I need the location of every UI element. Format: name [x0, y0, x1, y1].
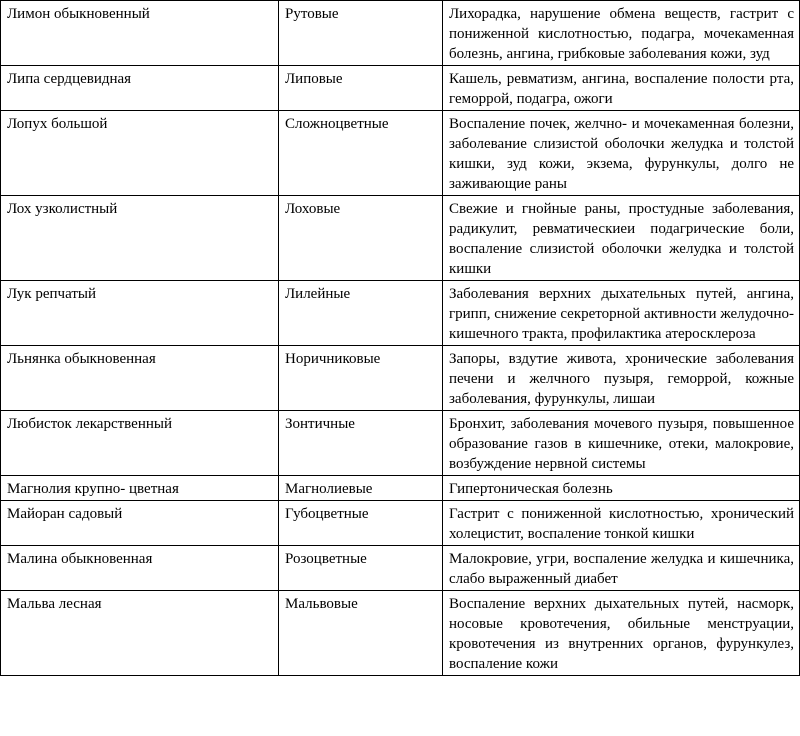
plant-uses-cell: Гастрит с пониженной кислотностью, хронический холецистит, воспаление тонкой кишки — [443, 501, 800, 546]
plant-family-cell: Розоцветные — [279, 546, 443, 591]
plant-uses-cell: Гипертоническая болезнь — [443, 476, 800, 501]
table-row — [1, 546, 800, 591]
plant-uses-cell: Запоры, вздутие живота, хронические заболевания печени и желчного пузыря, геморрой, кожные заболевания, фурункулы, лишаи — [443, 346, 800, 411]
table-row — [1, 196, 800, 281]
table-row — [1, 346, 800, 411]
plant-name-cell: Липа сердцевидная — [1, 66, 279, 111]
plant-uses-cell: Малокровие, угри, воспаление желудка и кишечника, слабо выраженный диабет — [443, 546, 800, 591]
plant-family-cell: Лилейные — [279, 281, 443, 346]
plant-family-cell: Норичниковые — [279, 346, 443, 411]
table-row — [1, 591, 800, 676]
plant-uses-cell: Свежие и гнойные раны, простудные заболевания, радикулит, ревматическиеи подагрические боли, воспаление слизистой оболочки желудка и толстой кишки — [443, 196, 800, 281]
table-row — [1, 476, 800, 501]
table-row — [1, 281, 800, 346]
plant-name-cell: Майоран садовый — [1, 501, 279, 546]
plant-family-cell: Сложноцветные — [279, 111, 443, 196]
plant-name-cell: Лук репчатый — [1, 281, 279, 346]
table-row — [1, 501, 800, 546]
table-row — [1, 1, 800, 66]
table-body — [1, 1, 800, 676]
plant-name-cell: Лопух большой — [1, 111, 279, 196]
plant-family-cell: Губоцветные — [279, 501, 443, 546]
table-row — [1, 66, 800, 111]
plant-family-cell: Лоховые — [279, 196, 443, 281]
plant-name-cell: Лимон обыкновенный — [1, 1, 279, 66]
plant-name-cell: Лох узколистный — [1, 196, 279, 281]
plant-uses-cell: Воспаление верхних дыхательных путей, насморк, носовые кровотечения, обильные менструации, кровотечения из внутренних органов, фурункулез, воспаление кожи — [443, 591, 800, 676]
plant-name-cell: Льнянка обыкновенная — [1, 346, 279, 411]
plant-uses-cell: Заболевания верхних дыхательных путей, ангина, грипп, снижение секреторной активности желудочно-кишечного тракта, профилактика атеросклероза — [443, 281, 800, 346]
plant-name-cell: Малина обыкновенная — [1, 546, 279, 591]
plant-family-cell: Липовые — [279, 66, 443, 111]
plant-family-cell: Рутовые — [279, 1, 443, 66]
plant-name-cell: Магнолия крупно- цветная — [1, 476, 279, 501]
plant-uses-cell: Воспаление почек, желчно- и мочекаменная болезни, заболевание слизистой оболочки желудка и толстой кишки, зуд кожи, экзема, фурункулы, долго не заживающие раны — [443, 111, 800, 196]
plant-uses-cell: Лихорадка, нарушение обмена веществ, гастрит с пониженной кислотностью, подагра, мочекаменная болезнь, ангина, грибковые заболевания кожи, зуд — [443, 1, 800, 66]
plant-name-cell: Любисток лекарственный — [1, 411, 279, 476]
plant-family-cell: Магнолиевые — [279, 476, 443, 501]
plant-family-cell: Зонтичные — [279, 411, 443, 476]
plant-family-cell: Мальвовые — [279, 591, 443, 676]
plant-name-cell: Мальва лесная — [1, 591, 279, 676]
plant-uses-cell: Бронхит, заболевания мочевого пузыря, повышенное образование газов в кишечнике, отеки, малокровие, возбуждение нервной системы — [443, 411, 800, 476]
plant-uses-cell: Кашель, ревматизм, ангина, воспаление полости рта, геморрой, подагра, ожоги — [443, 66, 800, 111]
table-row — [1, 411, 800, 476]
table-row — [1, 111, 800, 196]
